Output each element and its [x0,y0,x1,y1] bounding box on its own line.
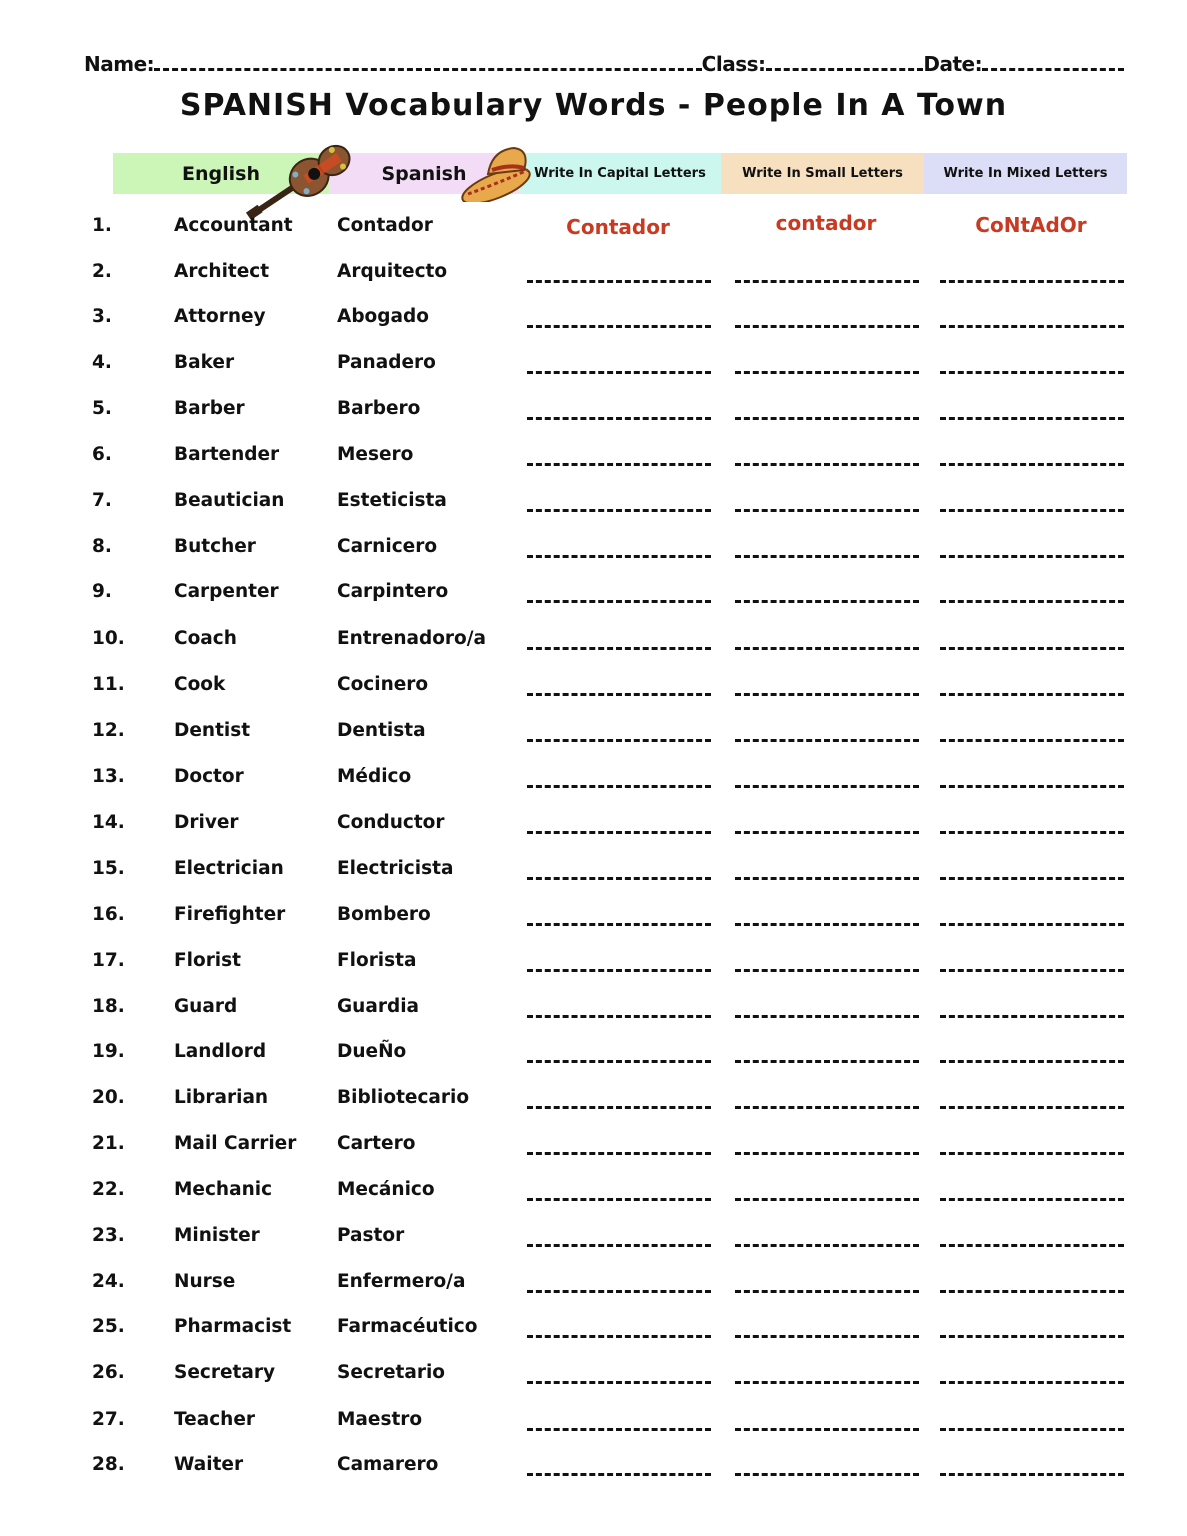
answer-capital-field[interactable] [527,599,711,603]
english-word: Coach [174,627,237,649]
answer-capital-field[interactable] [527,1472,711,1476]
spanish-word: Cocinero [337,673,429,695]
english-word: Secretary [174,1361,276,1383]
table-row [0,756,1187,796]
table-row [0,205,1187,245]
row-number: 3. [92,305,112,327]
answer-small-field[interactable] [735,599,919,603]
english-word: Pharmacist [174,1315,292,1337]
spanish-word: Electricista [337,857,454,879]
row-number: 4. [92,351,112,373]
english-word: Driver [174,811,239,833]
table-row [0,986,1187,1026]
answer-mixed-field[interactable] [940,324,1124,328]
class-field[interactable] [766,67,924,71]
english-word: Doctor [174,765,244,787]
answer-mixed-field[interactable] [940,370,1124,374]
english-word: Minister [174,1224,260,1246]
answer-capital-field[interactable] [527,692,711,696]
row-number: 16. [92,903,125,925]
answer-capital-field[interactable] [527,554,711,558]
table-row [0,894,1187,934]
answer-capital-field[interactable] [527,784,711,788]
row-number: 7. [92,489,112,511]
sombrero-icon [458,140,542,202]
row-number: 15. [92,857,125,879]
answer-capital-field[interactable] [527,922,711,926]
row-number: 25. [92,1315,125,1337]
table-row [0,1399,1187,1439]
spanish-word: Enfermero/a [337,1270,466,1292]
table-row [0,251,1187,291]
row-number: 26. [92,1361,125,1383]
spanish-word: Pastor [337,1224,405,1246]
spanish-word: Guardia [337,995,420,1017]
table-row [0,1444,1187,1484]
spanish-word: Mecánico [337,1178,435,1200]
answer-mixed-field[interactable] [940,599,1124,603]
answer-capital-field[interactable] [527,876,711,880]
answer-mixed-field[interactable] [940,1334,1124,1338]
name-field[interactable] [154,67,702,71]
answer-mixed-field[interactable] [940,922,1124,926]
answer-small-field[interactable] [735,1289,919,1293]
row-number: 20. [92,1086,125,1108]
table-row [0,618,1187,658]
answer-small-field[interactable] [735,554,919,558]
column-header-small [721,153,924,194]
english-word: Waiter [174,1453,244,1475]
answer-capital-field[interactable] [527,1243,711,1247]
answer-capital-field[interactable] [527,1334,711,1338]
answer-capital-field[interactable] [527,370,711,374]
row-number: 23. [92,1224,125,1246]
row-number: 28. [92,1453,125,1475]
table-row [0,1123,1187,1163]
row-number: 6. [92,443,112,465]
english-word: Butcher [174,535,256,557]
answer-mixed-field[interactable] [940,554,1124,558]
spanish-word: Camarero [337,1453,439,1475]
table-row [0,664,1187,704]
english-word: Accountant [174,214,293,236]
column-header-label: Spanish [381,162,467,185]
row-number: 12. [92,719,125,741]
english-word: Beautician [174,489,285,511]
answer-capital-field[interactable] [527,1380,711,1384]
row-number: 13. [92,765,125,787]
spanish-word: Carnicero [337,535,438,557]
answer-mixed-field[interactable] [940,1380,1124,1384]
answer-small-field[interactable] [735,1014,919,1018]
date-label: Date: [923,52,983,76]
answer-capital-field[interactable] [527,279,711,283]
answer-mixed-field[interactable] [940,462,1124,466]
answer-small-field[interactable] [735,370,919,374]
answer-mixed-field[interactable] [940,1243,1124,1247]
example-small: contador [775,211,877,235]
answer-mixed-field[interactable] [940,1105,1124,1109]
spanish-word: Arquitecto [337,260,448,282]
spanish-word: Conductor [337,811,445,833]
table-row [0,296,1187,336]
spanish-word: Secretario [337,1361,446,1383]
answer-capital-field[interactable] [527,324,711,328]
english-word: Cook [174,673,226,695]
english-word: Landlord [174,1040,267,1062]
spanish-word: Carpintero [337,580,449,602]
english-word: Mechanic [174,1178,273,1200]
english-word: Electrician [174,857,284,879]
answer-small-field[interactable] [735,830,919,834]
answer-small-field[interactable] [735,784,919,788]
spanish-word: Farmacéutico [337,1315,478,1337]
answer-mixed-field[interactable] [940,692,1124,696]
answer-small-field[interactable] [735,968,919,972]
spanish-word: Entrenadoro/a [337,627,487,649]
english-word: Baker [174,351,235,373]
table-row [0,1077,1187,1117]
answer-mixed-field[interactable] [940,1427,1124,1431]
example-mixed: CoNtAdOr [975,213,1087,237]
spanish-word: Médico [337,765,412,787]
english-word: Carpenter [174,580,279,602]
spanish-word: Barbero [337,397,421,419]
spanish-word: Esteticista [337,489,447,511]
answer-mixed-field[interactable] [940,646,1124,650]
answer-mixed-field[interactable] [940,508,1124,512]
english-word: Firefighter [174,903,286,925]
answer-mixed-field[interactable] [940,1059,1124,1063]
answer-small-field[interactable] [735,1151,919,1155]
name-label: Name: [84,52,155,76]
answer-capital-field[interactable] [527,1151,711,1155]
answer-capital-field[interactable] [527,830,711,834]
student-info-line [84,48,1124,76]
answer-small-field[interactable] [735,692,919,696]
answer-small-field[interactable] [735,279,919,283]
spanish-word: Bibliotecario [337,1086,470,1108]
date-field[interactable] [982,67,1124,71]
column-header-capital [519,153,721,194]
answer-capital-field[interactable] [527,1105,711,1109]
answer-small-field[interactable] [735,1105,919,1109]
row-number: 5. [92,397,112,419]
table-row [0,388,1187,428]
english-word: Librarian [174,1086,269,1108]
answer-capital-field[interactable] [527,508,711,512]
row-number: 1. [92,214,112,236]
spanish-word: Mesero [337,443,414,465]
table-row [0,480,1187,520]
answer-small-field[interactable] [735,416,919,420]
table-row [0,434,1187,474]
english-word: Architect [174,260,270,282]
answer-capital-field[interactable] [527,1289,711,1293]
answer-capital-field[interactable] [527,968,711,972]
spanish-word: DueÑo [337,1040,407,1062]
answer-small-field[interactable] [735,462,919,466]
answer-small-field[interactable] [735,1427,919,1431]
table-row [0,1031,1187,1071]
table-row [0,1306,1187,1346]
answer-small-field[interactable] [735,1334,919,1338]
answer-mixed-field[interactable] [940,830,1124,834]
answer-capital-field[interactable] [527,1014,711,1018]
column-header-mixed [924,153,1127,194]
answer-mixed-field[interactable] [940,1289,1124,1293]
english-word: Teacher [174,1408,256,1430]
row-number: 14. [92,811,125,833]
answer-small-field[interactable] [735,508,919,512]
row-number: 17. [92,949,125,971]
spanish-word: Panadero [337,351,436,373]
answer-mixed-field[interactable] [940,1197,1124,1201]
spanish-word: Contador [337,214,433,236]
row-number: 21. [92,1132,125,1154]
answer-small-field[interactable] [735,1472,919,1476]
answer-capital-field[interactable] [527,1059,711,1063]
table-row [0,571,1187,611]
answer-mixed-field[interactable] [940,279,1124,283]
spanish-word: Cartero [337,1132,416,1154]
table-row [0,1215,1187,1255]
english-word: Florist [174,949,242,971]
spanish-word: Dentista [337,719,426,741]
english-word: Dentist [174,719,251,741]
english-word: Attorney [174,305,266,327]
answer-mixed-field[interactable] [940,876,1124,880]
column-header-label: Write In Small Letters [742,166,903,181]
spanish-word: Florista [337,949,417,971]
answer-mixed-field[interactable] [940,738,1124,742]
answer-capital-field[interactable] [527,646,711,650]
class-label: Class: [701,52,766,76]
english-word: Nurse [174,1270,236,1292]
spanish-word: Bombero [337,903,431,925]
answer-small-field[interactable] [735,646,919,650]
table-row [0,710,1187,750]
answer-mixed-field[interactable] [940,1472,1124,1476]
table-row [0,342,1187,382]
answer-capital-field[interactable] [527,738,711,742]
row-number: 10. [92,627,125,649]
answer-capital-field[interactable] [527,416,711,420]
table-row [0,848,1187,888]
column-header-label: Write In Capital Letters [534,166,706,181]
table-row [0,1169,1187,1209]
example-capital: Contador [566,215,670,239]
table-row [0,1352,1187,1392]
row-number: 22. [92,1178,125,1200]
row-number: 8. [92,535,112,557]
row-number: 27. [92,1408,125,1430]
answer-small-field[interactable] [735,738,919,742]
answer-small-field[interactable] [735,876,919,880]
spanish-word: Maestro [337,1408,423,1430]
answer-mixed-field[interactable] [940,416,1124,420]
row-number: 18. [92,995,125,1017]
answer-small-field[interactable] [735,1059,919,1063]
table-row [0,526,1187,566]
row-number: 24. [92,1270,125,1292]
answer-small-field[interactable] [735,324,919,328]
english-word: Mail Carrier [174,1132,297,1154]
english-word: Barber [174,397,245,419]
english-word: Guard [174,995,238,1017]
row-number: 2. [92,260,112,282]
answer-mixed-field[interactable] [940,1014,1124,1018]
row-number: 11. [92,673,125,695]
page-title: SPANISH Vocabulary Words - People In A Town [179,88,1008,123]
answer-mixed-field[interactable] [940,968,1124,972]
answer-capital-field[interactable] [527,1197,711,1201]
answer-mixed-field[interactable] [940,1151,1124,1155]
answer-capital-field[interactable] [527,462,711,466]
table-row [0,802,1187,842]
row-number: 19. [92,1040,125,1062]
column-header-label: Write In Mixed Letters [943,166,1108,181]
spanish-word: Abogado [337,305,429,327]
english-word: Bartender [174,443,280,465]
table-row [0,940,1187,980]
answer-capital-field[interactable] [527,1427,711,1431]
row-number: 9. [92,580,112,602]
answer-small-field[interactable] [735,922,919,926]
column-header-label: English [182,162,260,185]
answer-small-field[interactable] [735,1243,919,1247]
table-row [0,1261,1187,1301]
answer-small-field[interactable] [735,1197,919,1201]
answer-mixed-field[interactable] [940,784,1124,788]
answer-small-field[interactable] [735,1380,919,1384]
